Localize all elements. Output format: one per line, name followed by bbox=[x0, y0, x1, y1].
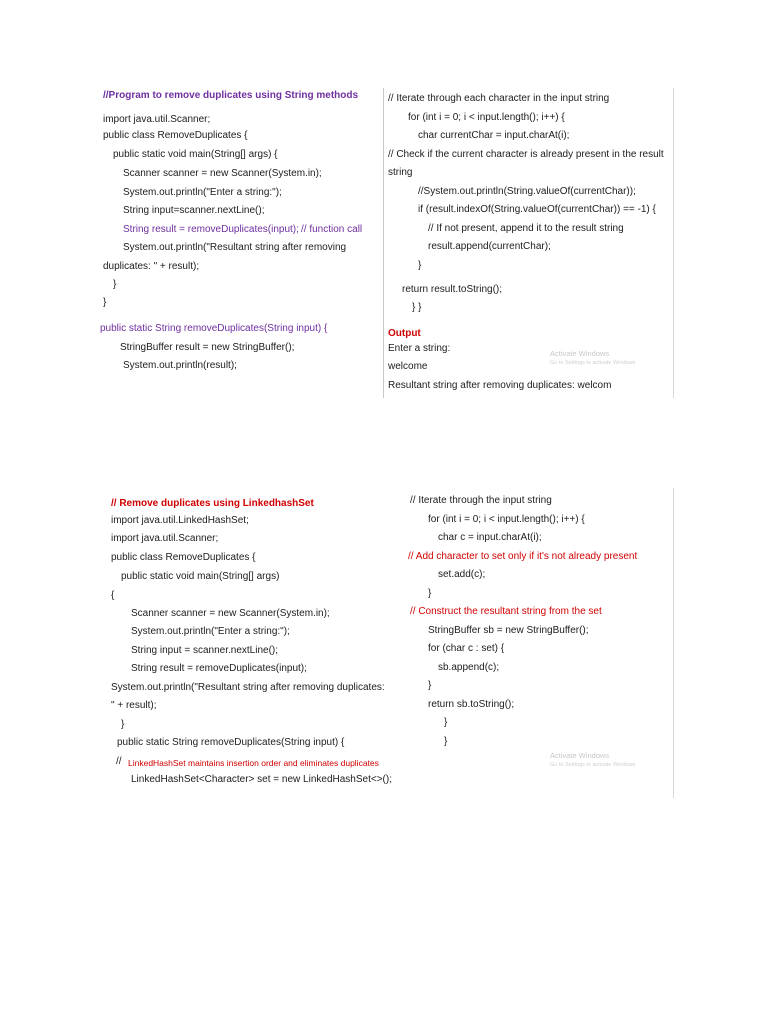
code-line: if (result.indexOf(String.valueOf(currentChar)) == -1) { bbox=[418, 204, 656, 215]
code-comment: // function call bbox=[301, 224, 363, 235]
code-line: String result = removeDuplicates(input); bbox=[123, 224, 299, 235]
code-line: LinkedHashSet<Character> set = new LinkedHashSet<>(); bbox=[131, 774, 392, 785]
code-line: System.out.println("Resultant string after removing bbox=[123, 242, 347, 253]
code-comment: string bbox=[388, 167, 413, 178]
code-line: for (char c : set) { bbox=[428, 643, 505, 654]
code-line: Scanner scanner = new Scanner(System.in); bbox=[131, 608, 330, 619]
code-line: StringBuffer result = new StringBuffer(); bbox=[120, 342, 295, 353]
output-line: Enter a string: bbox=[388, 343, 451, 354]
code-line: } bbox=[418, 260, 422, 271]
code-line: public class RemoveDuplicates { bbox=[111, 552, 256, 563]
code-line: } bbox=[121, 719, 125, 730]
code-line: } bbox=[444, 717, 448, 728]
code-line: " + result); bbox=[111, 700, 157, 711]
code-comment: // Check if the current character is already present in the result bbox=[388, 149, 664, 160]
code-comment: // Construct the resultant string from the set bbox=[410, 606, 602, 617]
code-line: for (int i = 0; i < input.length(); i++) { bbox=[428, 514, 585, 525]
code-line: //System.out.println(String.valueOf(currentChar)); bbox=[418, 186, 636, 197]
code-line: for (int i = 0; i < input.length(); i++) { bbox=[408, 112, 565, 123]
code-comment: // Iterate through the input string bbox=[410, 495, 552, 506]
panel-edge bbox=[673, 488, 674, 798]
watermark-subtitle: Go to Settings to activate Windows. bbox=[550, 360, 637, 366]
code-line: return result.toString(); bbox=[402, 284, 503, 295]
code-line: char currentChar = input.charAt(i); bbox=[418, 130, 570, 141]
code-line: } bbox=[428, 588, 432, 599]
output-line: Resultant string after removing duplicates: welcom bbox=[388, 380, 612, 391]
watermark-title: Activate Windows bbox=[550, 349, 610, 358]
code-comment: // Iterate through each character in the input string bbox=[388, 93, 610, 104]
code-line: import java.util.LinkedHashSet; bbox=[111, 515, 249, 526]
code-line: public static String removeDuplicates(String input) { bbox=[117, 737, 345, 748]
code-line: public static void main(String[] args) { bbox=[113, 149, 278, 160]
code-line: System.out.println("Enter a string:"); bbox=[123, 187, 282, 198]
code-comment: // bbox=[116, 756, 122, 767]
code-line: set.add(c); bbox=[438, 569, 486, 580]
output-line: welcome bbox=[388, 361, 428, 372]
code-line: String input=scanner.nextLine(); bbox=[123, 205, 265, 216]
code-line: result.append(currentChar); bbox=[428, 241, 551, 252]
code-line: System.out.println(result); bbox=[123, 360, 237, 371]
panel-edge bbox=[673, 88, 674, 398]
column-divider bbox=[383, 88, 384, 398]
watermark-subtitle: Go to Settings to activate Windows. bbox=[550, 762, 637, 768]
code-line: { bbox=[111, 590, 115, 601]
code-line: Scanner scanner = new Scanner(System.in); bbox=[123, 168, 322, 179]
code-line: sb.append(c); bbox=[438, 662, 500, 673]
code-line: import java.util.Scanner; bbox=[103, 114, 211, 125]
code-line: } bbox=[113, 279, 117, 290]
code-line: import java.util.Scanner; bbox=[111, 533, 219, 544]
code-line: System.out.println("Resultant string after removing duplicates: bbox=[111, 682, 385, 693]
panel1-title: //Program to remove duplicates using String methods bbox=[103, 90, 359, 101]
code-line: public static String removeDuplicates(String input) { bbox=[100, 323, 328, 334]
code-line: public class RemoveDuplicates { bbox=[103, 130, 248, 141]
code-line: return sb.toString(); bbox=[428, 699, 515, 710]
code-comment: LinkedHashSet maintains insertion order and eliminates duplicates bbox=[128, 758, 379, 768]
code-line: StringBuffer sb = new StringBuffer(); bbox=[428, 625, 589, 636]
code-line: System.out.println("Enter a string:"); bbox=[131, 626, 290, 637]
code-comment: // If not present, append it to the result string bbox=[428, 223, 624, 234]
code-line: } bbox=[428, 680, 432, 691]
code-line: String input = scanner.nextLine(); bbox=[131, 645, 279, 656]
output-heading: Output bbox=[388, 328, 421, 339]
code-line: } } bbox=[412, 302, 422, 313]
code-line: } bbox=[444, 736, 448, 747]
code-comment: // Add character to set only if it's not already present bbox=[408, 551, 638, 562]
code-line: String result = removeDuplicates(input); bbox=[131, 663, 307, 674]
code-line: duplicates: " + result); bbox=[103, 261, 200, 272]
code-line: public static void main(String[] args) bbox=[121, 571, 280, 582]
code-line: } bbox=[103, 297, 107, 308]
watermark-title: Activate Windows bbox=[550, 751, 610, 760]
panel2-title: // Remove duplicates using LinkedhashSet bbox=[111, 498, 314, 509]
code-line: char c = input.charAt(i); bbox=[438, 532, 542, 543]
